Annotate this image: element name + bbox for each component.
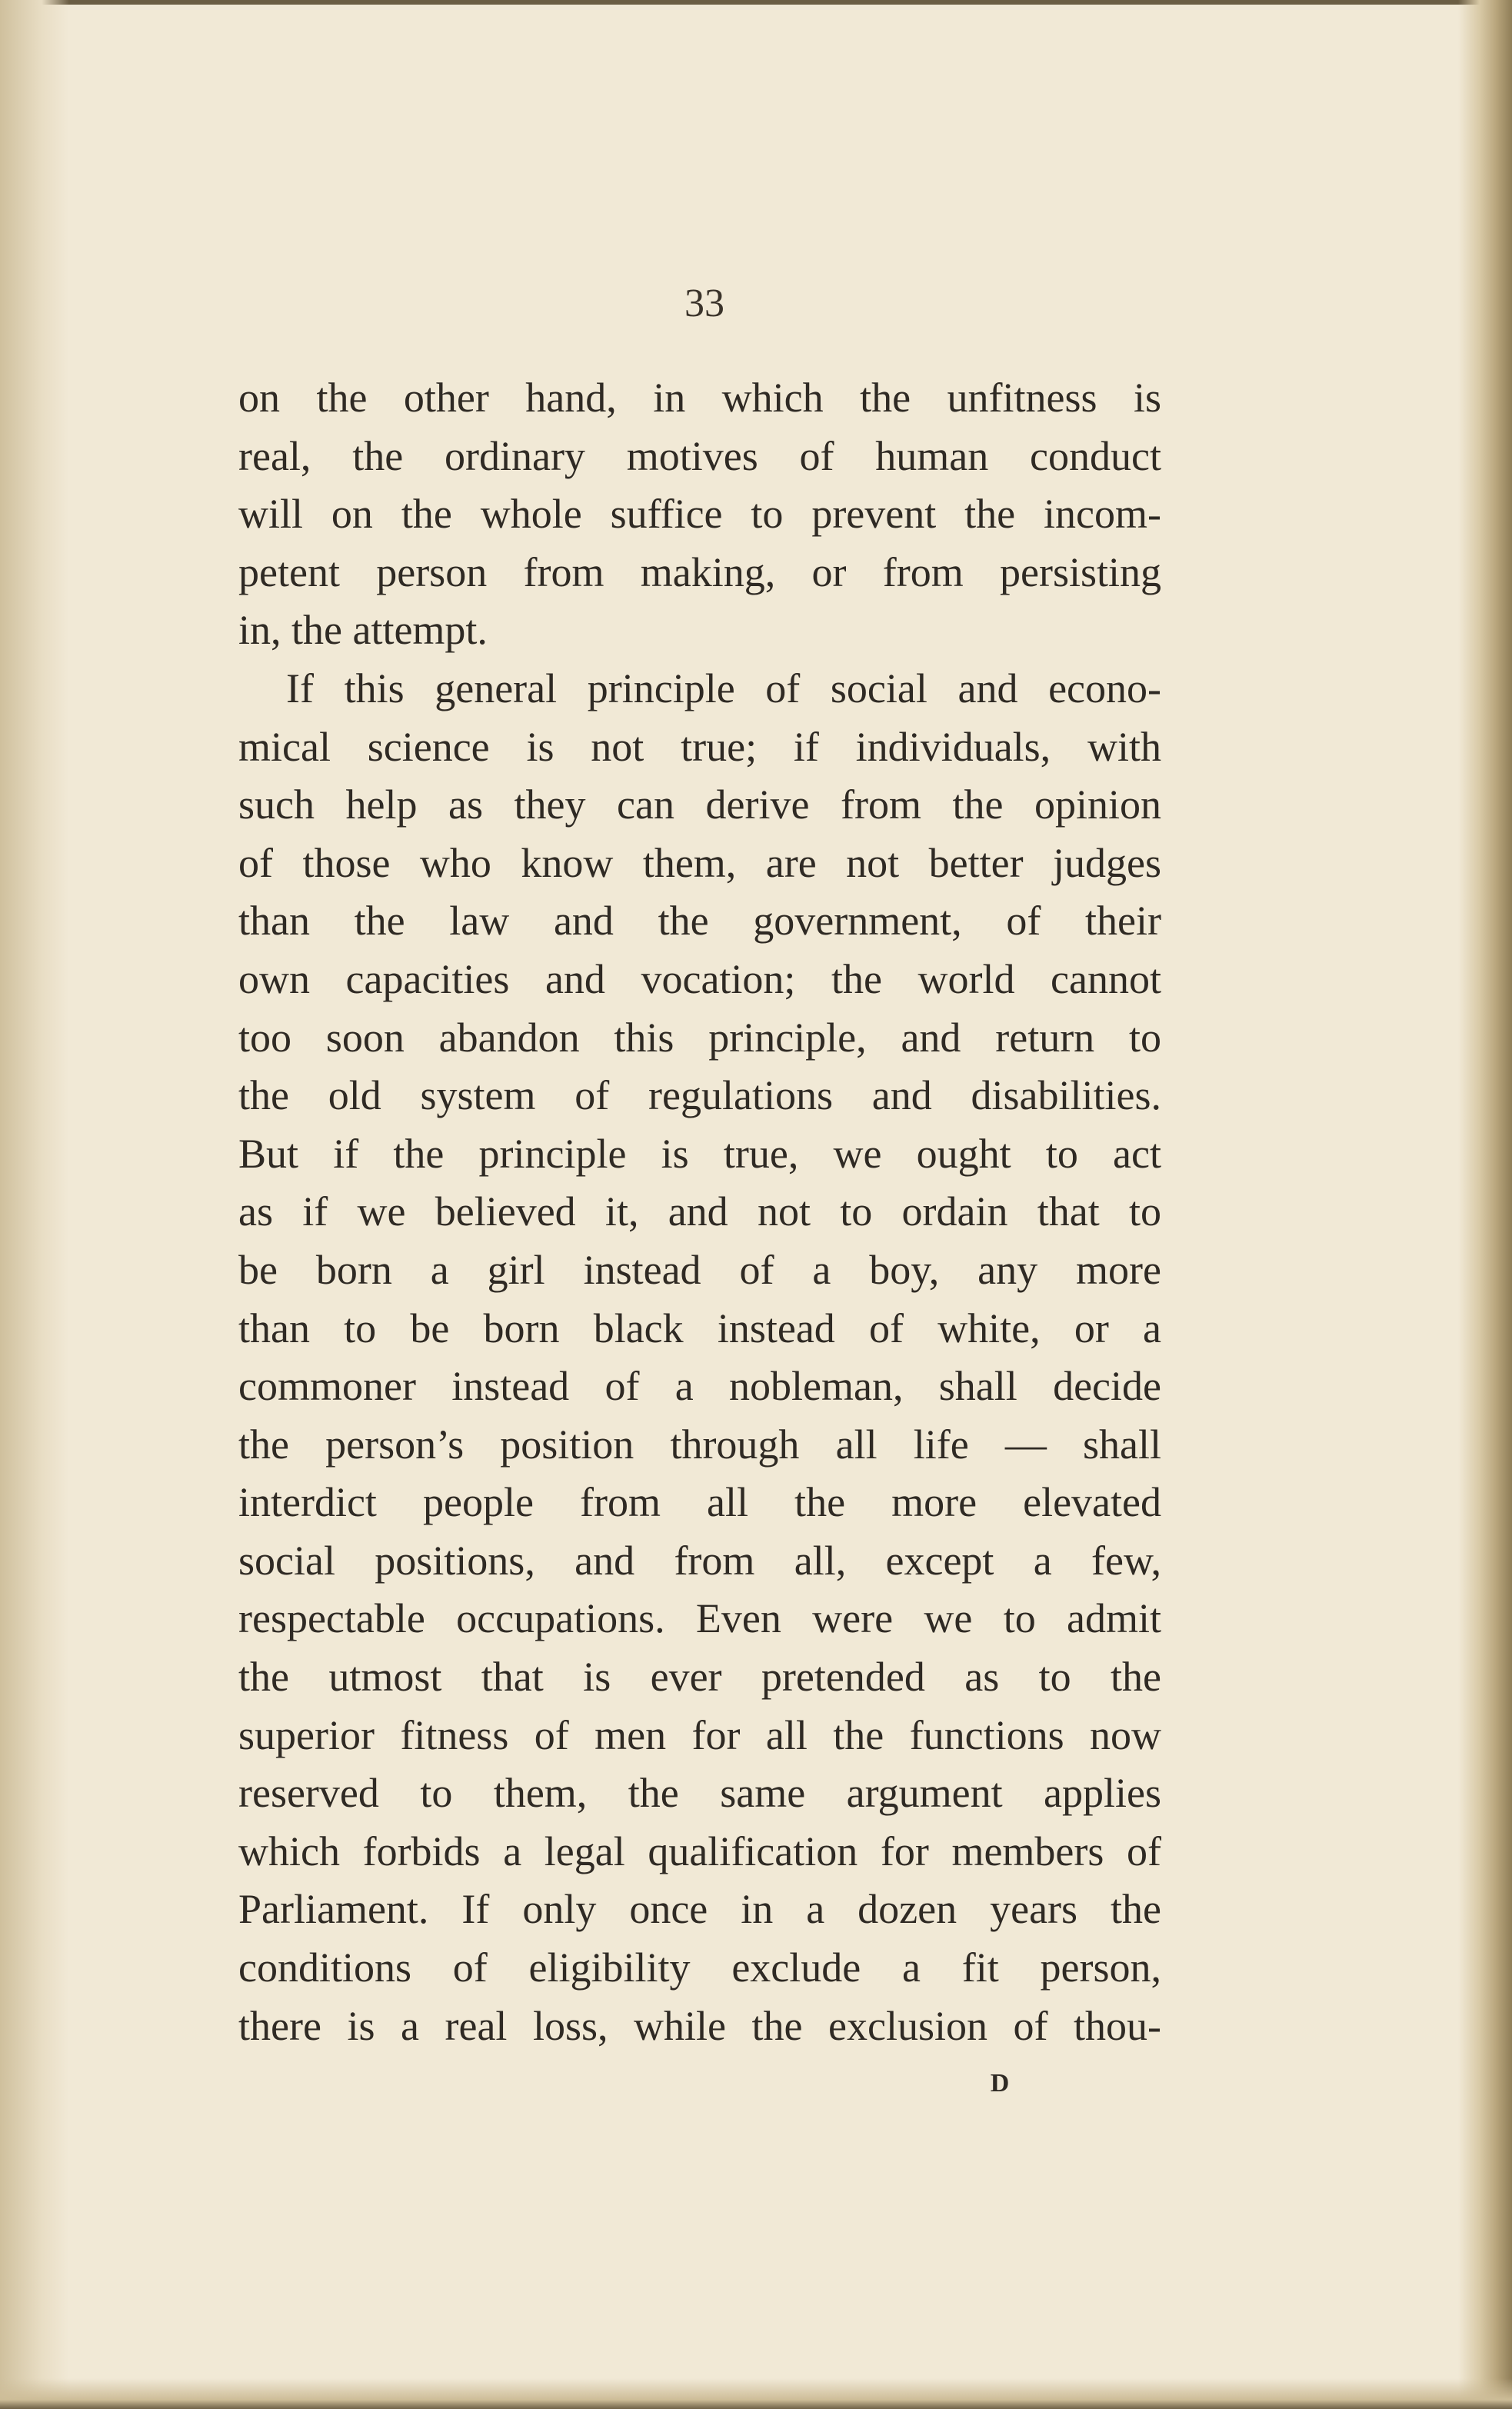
text-line: social positions, and from all, except a few, bbox=[238, 1537, 1161, 1584]
text-line: too soon abandon this principle, and return to bbox=[238, 1014, 1161, 1061]
text-line: the old system of regulations and disabilities. bbox=[238, 1072, 1161, 1119]
text-line: than the law and the government, of their bbox=[238, 898, 1161, 945]
text-line: superior fitness of men for all the functions now bbox=[238, 1711, 1161, 1758]
text-line: own capacities and vocation; the world cannot bbox=[238, 955, 1161, 1002]
text-line: there is a real loss, while the exclusion of thou- bbox=[238, 2002, 1161, 2049]
text-line: real, the ordinary motives of human conduct bbox=[238, 432, 1161, 479]
text-line: Parliament. If only once in a dozen years the bbox=[238, 1886, 1161, 1933]
page-fore-edge bbox=[1458, 0, 1512, 2409]
text-line: interdict people from all the more elevated bbox=[238, 1479, 1161, 1526]
text-line: the person’s position through all life — shall bbox=[238, 1421, 1161, 1468]
text-line: in, the attempt. bbox=[238, 607, 488, 654]
text-line: be born a girl instead of a boy, any more bbox=[238, 1246, 1161, 1293]
page-bottom-edge bbox=[0, 2378, 1512, 2409]
text-line: commoner instead of a nobleman, shall decide bbox=[238, 1363, 1161, 1410]
text-line: petent person from making, or from persisting bbox=[238, 548, 1161, 595]
text-line: the utmost that is ever pretended as to the bbox=[238, 1654, 1161, 1701]
gutter-shadow bbox=[0, 0, 69, 2409]
text-line: which forbids a legal qualification for members of bbox=[238, 1828, 1161, 1874]
text-line: as if we believed it, and not to ordain that to bbox=[238, 1188, 1161, 1235]
text-line: than to be born black instead of white, or a bbox=[238, 1304, 1161, 1351]
text-line: If this general principle of social and econo- bbox=[286, 665, 1161, 711]
text-line: respectable occupations. Even were we to admit bbox=[238, 1595, 1161, 1642]
text-line: such help as they can derive from the opinion bbox=[238, 781, 1161, 828]
text-line: mical science is not true; if individuals, with bbox=[238, 723, 1161, 770]
text-line: on the other hand, in which the unfitness is bbox=[238, 375, 1161, 421]
signature-mark: D bbox=[990, 2069, 1010, 2097]
body-text bbox=[238, 369, 1161, 2055]
text-line: will on the whole suffice to prevent the incom- bbox=[238, 491, 1161, 538]
text-line: conditions of eligibility exclude a fit person, bbox=[238, 1944, 1161, 1991]
text-line: reserved to them, the same argument applies bbox=[238, 1770, 1161, 1817]
text-line: of those who know them, are not better judges bbox=[238, 839, 1161, 886]
text-line: But if the principle is true, we ought to act bbox=[238, 1130, 1161, 1177]
page-number: 33 bbox=[684, 282, 724, 325]
